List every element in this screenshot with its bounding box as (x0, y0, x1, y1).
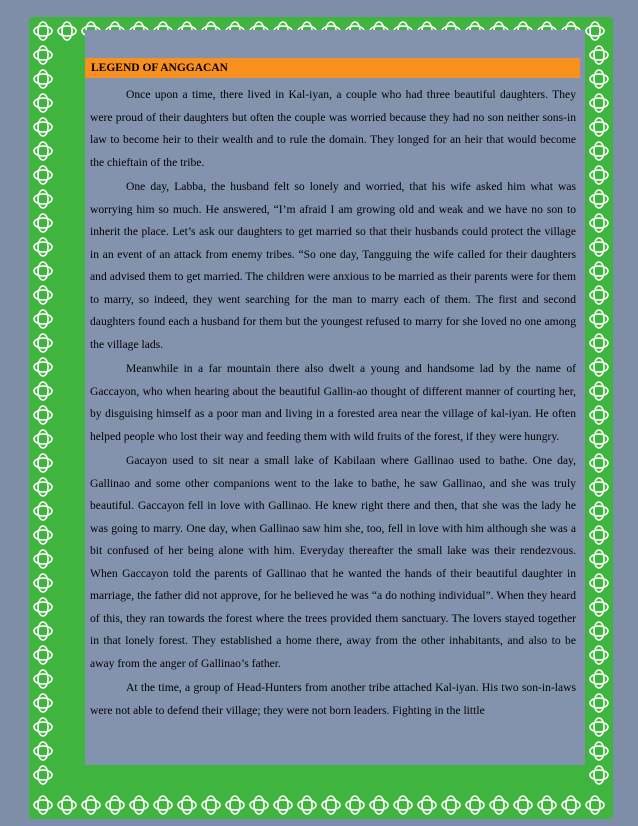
document-title: LEGEND OF ANGGACAN (91, 62, 228, 74)
paragraph: At the time, a group of Head-Hunters from another tribe attached Kal-iyan. His two son-in-laws were not able to defend their village; they were not born leaders. Fighting in the little (90, 681, 576, 717)
paragraph: Meanwhile in a far mountain there also dwelt a young and handsome lad by the name of Gaccayon, who when hearing about the beautiful Gallin-ao thought of different manner of courting her, by disguising himself as a poor man and living in a forested area near the village of kal-iyan. He often helped people who lost their way and feeding them with wild fruits of the forest, if they were hungry. (90, 362, 576, 443)
title-banner (85, 58, 580, 78)
paragraph: Once upon a time, there lived in Kal-iyan, a couple who had three beautiful daughters. They were proud of their daughters but often the couple was worried because they had no son neither sons-in law to become heir to their wealth and to rule the domain. They longed for an heir that would become the chieftain of the tribe. (90, 88, 576, 169)
paragraph: Gacayon used to sit near a small lake of Kabilaan where Gallinao used to bathe. One day, Gallinao and some other companions went to the lake to bathe, he saw Gallinao, and she was truly beautiful. Gaccayon fell in love with Gallinao. He knew right there and then, that she was the lady he was going to marry. One day, when Gallinao saw him she, too, fell in love with him although she was a bit confused of her being alone with him. Everyday thereafter the small lake was their rendezvous. When Gaccayon told the parents of Gallinao that he wanted the hands of their beautiful daughter in marriage, the father did not approve, for he believed he was “a do nothing individual”. When they heard of this, they ran towards the forest where the trees provided them sanctuary. The lovers stayed together in that lonely forest. They established a home there, away from the other inhabitants, and also to be away from the anger of Gallinao’s father. (90, 454, 576, 670)
paragraph: One day, Labba, the husband felt so lonely and worried, that his wife asked him what was worrying him so much. He answered, “I’m afraid I am growing old and weak and we have no son to inherit the place. Let’s ask our daughters to get married so that their husbands could protect the village in an event of an attack from enemy tribes. “So one day, Tangguing the wife called for their daughters and advised them to get married. The children were anxious to be married as their parents were for them to marry, so indeed, they went searching for the man to marry each of them. The first and second daughters found each a husband for them but the youngest refused to marry for she loved no one among the village lads. (90, 180, 576, 351)
story-body (90, 84, 576, 722)
